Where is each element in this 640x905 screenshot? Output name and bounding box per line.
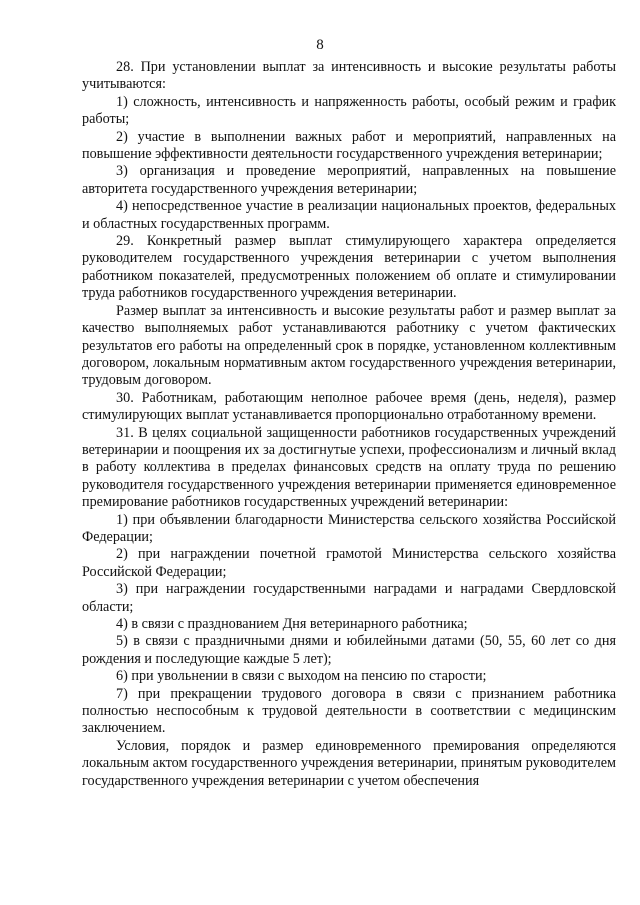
paragraph-31-intro: 31. В целях социальной защищенности работников государственных учреждений ветеринарии и поощрения их за достигнутые успехи, профессионализм и личный вклад в работу коллектива в пределах финансовых средств на оплату труда по решению руководителя государственного учреждения ветеринарии применяется единовременное премирование работников государственных учреждений ветеринарии: — [82, 424, 616, 511]
list-item-31-2: 2) при награждении почетной грамотой Министерства сельского хозяйства Российской Федерации; — [82, 546, 616, 580]
paragraph-28-intro: 28. При установлении выплат за интенсивность и высокие результаты работы учитываются: — [82, 59, 616, 93]
list-item-31-5: 5) в связи с праздничными днями и юбилейными датами (50, 55, 60 лет со дня рождения и последующие каждые 5 лет); — [82, 633, 616, 667]
list-item-31-1: 1) при объявлении благодарности Министерства сельского хозяйства Российской Федерации; — [82, 511, 616, 545]
paragraph-30: 30. Работникам, работающим неполное рабочее время (день, неделя), размер стимулирующих выплат устанавливается пропорционально отработанному времени. — [82, 389, 616, 424]
page-number: 8 — [316, 37, 324, 53]
paragraph-31-conditions: Условия, порядок и размер единовременного премирования определяются локальным актом государственного учреждения ветеринарии, принятым руководителем государственного учреждения ветеринарии с учетом обеспечения — [82, 737, 616, 789]
list-item-31-3: 3) при награждении государственными наградами и наградами Свердловской области; — [82, 581, 616, 615]
list-item-31-7: 7) при прекращении трудового договора в связи с признанием работника полностью неспособным к трудовой деятельности в соответствии с медицинским заключением. — [82, 685, 616, 737]
paragraph-29: 29. Конкретный размер выплат стимулирующего характера определяется руководителем государственного учреждения ветеринарии с учетом выполнения работником показателей, предусмотренных положением об оплате и стимулировании труда работников государственного учреждения ветеринарии. — [82, 233, 616, 302]
paragraph-29-continued: Размер выплат за интенсивность и высокие результаты работ и размер выплат за качество выполняемых работ устанавливаются работнику с учетом фактических результатов его работы на определенный срок в порядке, установленном коллективным договором, локальным нормативным актом государственного учреждения ветеринарии, трудовым договором. — [82, 302, 616, 389]
list-item-28-2: 2) участие в выполнении важных работ и мероприятий, направленных на повышение эффективности деятельности государственного учреждения ветеринарии; — [82, 128, 616, 163]
list-item-31-6: 6) при увольнении в связи с выходом на пенсию по старости; — [116, 668, 487, 685]
document-body — [82, 59, 616, 790]
list-item-28-4: 4) непосредственное участие в реализации национальных проектов, федеральных и областных государственных программ. — [82, 198, 616, 232]
list-item-31-4: 4) в связи с празднованием Дня ветеринарного работника; — [116, 616, 468, 632]
list-item-28-3: 3) организация и проведение мероприятий, направленных на повышение авторитета государственного учреждения ветеринарии; — [82, 163, 616, 197]
list-item-28-1: 1) сложность, интенсивность и напряженность работы, особый режим и график работы; — [82, 93, 616, 128]
